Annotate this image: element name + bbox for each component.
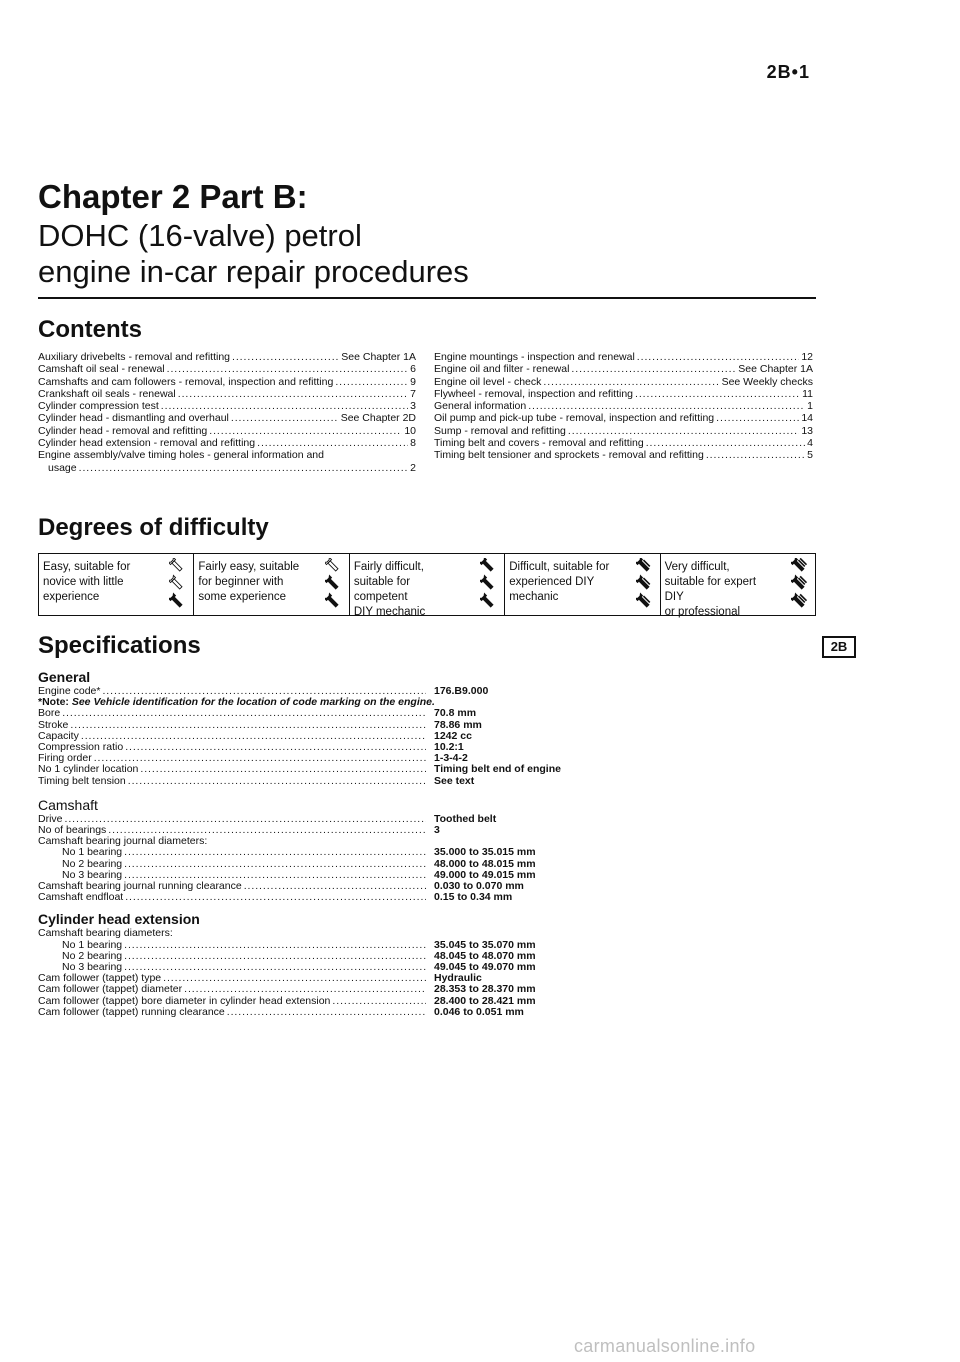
spec-row: Cam follower (tappet) running clearance . . . 0.046 to 0.051 mm [38, 1007, 558, 1018]
spanner-icon [325, 593, 339, 608]
spanner-icon [791, 591, 808, 608]
spanner-icon [169, 558, 183, 572]
watermark: carmanualsonline.info [574, 1336, 756, 1356]
spec-row: No 1 bearing . . . 35.000 to 35.015 mm [38, 847, 558, 858]
chapter-title: Chapter 2 Part B: [38, 178, 308, 215]
spec-row: No 2 bearing . . . 48.045 to 48.070 mm [38, 951, 558, 962]
spec-group-camshaft: Camshaft [38, 796, 98, 813]
toc-item[interactable]: Engine assembly/valve timing holes - general information and [38, 449, 324, 462]
difficulty-level-1: Easy, suitable for novice with little experience [39, 554, 194, 615]
spanner-rating-icon [169, 558, 187, 612]
toc-item[interactable]: Crankshaft oil seals - renewal . . . 7 [38, 388, 416, 400]
spanner-icon [169, 575, 183, 590]
spec-note: *Note: See Vehicle identification for the location of code marking on the engine. [38, 696, 435, 709]
toc-item[interactable]: Timing belt and covers - removal and refitting . . . 4 [434, 437, 813, 449]
spec-row: No 2 bearing . . . 48.000 to 48.015 mm [38, 859, 558, 870]
spec-row: No of bearings . . . 3 [38, 825, 558, 836]
toc-item[interactable]: Auxiliary drivebelts - removal and refitting . . . See Chapter 1A [38, 351, 416, 363]
chapter-subtitle-line1: DOHC (16-valve) petrol [38, 218, 362, 253]
difficulty-table [38, 553, 816, 616]
spec-row: Bore . . . 70.8 mm [38, 708, 558, 719]
toc-item[interactable]: Camshaft oil seal - renewal . . . 6 [38, 363, 416, 375]
spec-row: No 1 cylinder location . . . Timing belt end of engine [38, 764, 558, 775]
spec-subheading: Camshaft bearing journal diameters: [38, 835, 208, 848]
page-number: 2B•1 [766, 62, 810, 82]
spanner-icon [636, 558, 651, 572]
spec-row: Cam follower (tappet) type . . . Hydraulic [38, 973, 558, 984]
spanner-icon [480, 558, 494, 572]
spec-row: Engine code* . . . 176.B9.000 [38, 686, 558, 697]
spanner-rating-icon [636, 558, 654, 612]
spec-row: Cam follower (tappet) bore diameter in cylinder head extension . . . 28.400 to 28.421 mm [38, 996, 558, 1007]
toc-item-continuation[interactable]: usage . . . 2 [38, 462, 416, 474]
toc-item[interactable]: Cylinder compression test . . . 3 [38, 400, 416, 412]
spanner-rating-icon [325, 558, 343, 612]
spec-row: No 3 bearing . . . 49.000 to 49.015 mm [38, 870, 558, 881]
toc-item[interactable]: General information . . . 1 [434, 400, 813, 412]
spec-row: Compression ratio . . . 10.2:1 [38, 742, 558, 753]
spec-row: Firing order . . . 1-3-4-2 [38, 753, 558, 764]
spec-row: Camshaft endfloat . . . 0.15 to 0.34 mm [38, 892, 558, 903]
toc-item[interactable]: Flywheel - removal, inspection and refitting . . . 11 [434, 388, 813, 400]
spec-row: Camshaft bearing journal running clearance . . . 0.030 to 0.070 mm [38, 881, 558, 892]
spanner-rating-icon [480, 558, 498, 612]
spanner-icon [636, 575, 651, 591]
toc-item[interactable]: Sump - removal and refitting . . . 13 [434, 425, 813, 437]
difficulty-level-3: Fairly difficult, suitable for competent DIY mechanic [350, 554, 505, 615]
specifications-heading: Specifications [38, 632, 201, 659]
title-divider [38, 297, 816, 299]
toc-item[interactable]: Engine oil level - check . . . See Weekly checks [434, 376, 813, 388]
spanner-icon [480, 593, 494, 608]
spec-row: No 3 bearing . . . 49.045 to 49.070 mm [38, 962, 558, 973]
toc-item[interactable]: Cylinder head - dismantling and overhaul . . . See Chapter 2D [38, 412, 416, 424]
spanner-icon [636, 593, 651, 609]
toc-item[interactable]: Cylinder head - removal and refitting . . . 10 [38, 425, 416, 437]
spanner-icon [791, 558, 808, 572]
toc-item[interactable]: Timing belt tensioner and sprockets - removal and refitting . . . 5 [434, 449, 813, 461]
degrees-heading: Degrees of difficulty [38, 514, 269, 541]
difficulty-level-4: Difficult, suitable for experienced DIY mechanic [505, 554, 660, 615]
toc-item[interactable]: Oil pump and pick-up tube - removal, inspection and refitting . . . 14 [434, 412, 813, 424]
chapter-subtitle-line2: engine in-car repair procedures [38, 254, 469, 289]
spanner-rating-icon [791, 558, 809, 612]
toc-item[interactable]: Camshafts and cam followers - removal, inspection and refitting . . . 9 [38, 376, 416, 388]
spec-row: Stroke . . . 78.86 mm [38, 720, 558, 731]
spanner-icon [169, 593, 183, 608]
contents-list-right [434, 351, 813, 462]
difficulty-level-2: Fairly easy, suitable for beginner with some experience [194, 554, 349, 615]
toc-item[interactable]: Engine mountings - inspection and renewal . . . 12 [434, 351, 813, 363]
spec-row: Drive . . . Toothed belt [38, 814, 558, 825]
spec-row: Capacity . . . 1242 cc [38, 731, 558, 742]
chapter-tab-badge: 2B [822, 636, 856, 658]
toc-item[interactable]: Cylinder head extension - removal and refitting . . . 8 [38, 437, 416, 449]
spec-row: Timing belt tension . . . See text [38, 776, 558, 787]
spanner-icon [325, 558, 339, 572]
spec-row: Cam follower (tappet) diameter . . . 28.353 to 28.370 mm [38, 984, 558, 995]
spec-subheading: Camshaft bearing diameters: [38, 927, 173, 940]
specifications-list [38, 666, 561, 1018]
contents-list-left [38, 351, 416, 474]
spec-row: No 1 bearing . . . 35.045 to 35.070 mm [38, 940, 558, 951]
spanner-icon [791, 573, 808, 590]
spec-group-general: General [38, 669, 91, 685]
spanner-icon [325, 575, 339, 590]
spec-group-head-extension: Cylinder head extension [38, 911, 200, 928]
difficulty-level-5: Very difficult, suitable for expert DIY or professional [661, 554, 815, 615]
spanner-icon [480, 575, 494, 590]
contents-heading: Contents [38, 316, 142, 343]
toc-item[interactable]: Engine oil and filter - renewal . . . See Chapter 1A [434, 363, 813, 375]
